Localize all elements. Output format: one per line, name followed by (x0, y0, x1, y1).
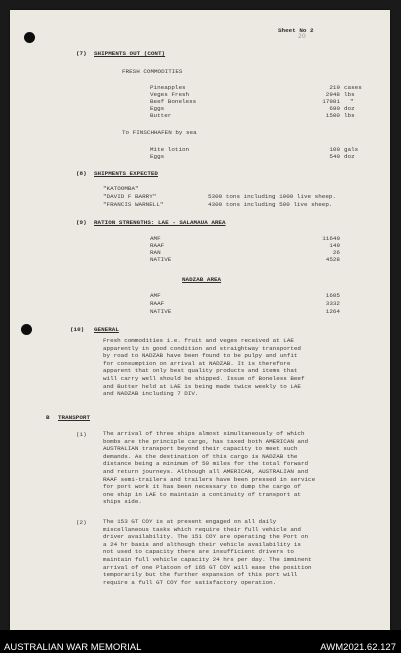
list-item-unit: doz (344, 153, 355, 160)
general-paragraph (103, 337, 305, 398)
ship-name: "DAVID F BARRY" (103, 193, 157, 200)
list-item-name: Mite lotion (150, 146, 190, 153)
list-item-unit: gals (344, 146, 359, 153)
list-item-name: Eggs (150, 105, 165, 112)
transport-paragraph-1 (103, 430, 315, 506)
unit-value: 26 (332, 249, 340, 256)
unit-name: NATIVE (150, 308, 172, 315)
unit-name: RAN (150, 249, 161, 256)
unit-name: AMF (150, 292, 161, 299)
unit-value: 3332 (325, 300, 340, 307)
transport-paragraph-2 (103, 518, 312, 586)
nadzab-area-heading: NADZAB AREA (182, 276, 222, 283)
paragraph-line: will carry well should be shipped. Issue of Boneless Beef (103, 374, 305, 382)
list-item-qty: 540 (329, 153, 340, 160)
list-item-name: Butter (150, 112, 172, 119)
ship-detail: 4300 tons including 500 live sheep. (208, 201, 333, 208)
paragraph-line: one ship in LAE to maintain a continuity of transport at (103, 490, 301, 498)
section-7-title: SHIPMENTS OUT (CONT) (94, 50, 166, 57)
ship-name: "KATOOMBA" (103, 185, 139, 192)
paragraph-line: by road to NADZAB have been found to be pulpy and unfit (103, 352, 298, 360)
list-item-name: Beef Boneless (150, 98, 197, 105)
paragraph-line: ships side. (103, 498, 142, 506)
punch-hole (21, 324, 32, 335)
list-item-name: Veges Fresh (150, 91, 190, 98)
paragraph-line: for consumption on arrival at NADZAB. It is therefore (103, 359, 291, 367)
paragraph-line: demands. As the destination of this cargo is NADZAB the (103, 452, 298, 460)
paragraph-line: require a full GT COY for satisfactory operation. (103, 578, 277, 586)
section-8-number: (8) (76, 170, 87, 177)
footer-institution: AUSTRALIAN WAR MEMORIAL (4, 642, 142, 653)
transport-title: TRANSPORT (58, 414, 90, 421)
punch-hole (24, 32, 35, 43)
unit-name: RAAF (150, 242, 165, 249)
list-item-qty: 100 (329, 146, 340, 153)
paragraph-line: miscellaneous tasks which require their full vehicle and (103, 525, 301, 533)
paragraph-line: distance being a minimum of 50 miles for the total forward (103, 460, 309, 468)
paragraph-line: bombs are the principle cargo, has taxed both AMERICAN and (103, 437, 309, 445)
unit-name: RAAF (150, 300, 165, 307)
paragraph-line: arrival of one Platoon of 165 GT COY will ease the position (103, 563, 312, 571)
paragraph-line: a 24 hr basis and although their vehicle availability is (103, 540, 301, 548)
section-8-title: SHIPMENTS EXPECTED (94, 170, 158, 177)
paragraph-line: The arrival of three ships almost simultaneously of which (103, 430, 305, 437)
list-item-unit: " (350, 98, 354, 105)
paragraph-line: driver availability. The 151 COY are operating the Port on (103, 533, 309, 541)
ship-name: "FRANCIS WARNELL" (103, 201, 164, 208)
unit-name: AMF (150, 235, 161, 242)
archive-footer (0, 630, 401, 653)
unit-name: NATIVE (150, 256, 172, 263)
pencil-folio: 20 (298, 33, 306, 40)
paragraph-line: not used to capacity there are insufficient drivers to (103, 548, 294, 556)
paragraph-line: for port work it has been necessary to dump the cargo of (103, 483, 301, 491)
paragraph-line: and Butter held at LAE is being made twice weekly to LAE (103, 382, 301, 390)
list-item-name: Pineapples (150, 84, 186, 91)
paragraph-line: and return journeys. Although all AMERICAN, AUSTRALIAN and (103, 467, 309, 475)
unit-value: 1605 (325, 292, 340, 299)
unit-value: 4528 (325, 256, 340, 263)
sheet-number: Sheet No 2 (278, 27, 314, 34)
paragraph-line: and NADZAB including 7 DIV. (103, 390, 199, 398)
fresh-commodities-heading: FRESH COMMODITIES (122, 68, 183, 75)
list-item-unit: doz (344, 105, 355, 112)
paragraph-line: Fresh commodities i.e. fruit and veges received at LAE (103, 337, 294, 344)
paragraph-line: maintain full vehicle capacity 24 hrs per day. The imminent (103, 555, 312, 563)
list-item-qty: 2948 (325, 91, 340, 98)
transport-para-1-number: (1) (76, 431, 87, 438)
unit-value: 1264 (325, 308, 340, 315)
section-10-title: GENERAL (94, 326, 119, 333)
transport-letter: B (46, 414, 50, 421)
paragraph-line: The 153 GT COY is at present engaged on all daily (103, 518, 277, 525)
section-10-number: (10) (70, 326, 85, 333)
ship-detail: 5300 tons including 1000 live sheep. (208, 193, 336, 200)
list-item-name: Eggs (150, 153, 165, 160)
transport-para-2-number: (2) (76, 519, 87, 526)
list-item-qty: 1500 (325, 112, 340, 119)
list-item-unit: cases (344, 84, 362, 91)
section-9-title: RATION STRENGTHS: LAE - SALAMAUA AREA (94, 219, 226, 226)
paragraph-line: AUSTRALIAN transport beyond their capacity to meet such (103, 445, 298, 453)
unit-value: 11640 (322, 235, 340, 242)
paragraph-line: apparently in good condition and straightway transported (103, 344, 301, 352)
list-item-qty: 690 (329, 105, 340, 112)
list-item-unit: lbs (344, 91, 355, 98)
paragraph-line: RAAF semi-trailers and trailers have been pressed in service (103, 475, 316, 483)
section-7-number: (7) (76, 50, 87, 57)
finschhafen-heading: To FINSCHHAFEN by sea (122, 129, 197, 136)
document-page (10, 10, 390, 630)
section-9-number: (9) (76, 219, 87, 226)
paragraph-line: temporarily but the further expansion of this port will (103, 571, 298, 579)
unit-value: 149 (329, 242, 340, 249)
paragraph-line: apparent that only best quality products and items that (103, 367, 298, 375)
list-item-unit: lbs (344, 112, 355, 119)
list-item-qty: 17981 (322, 98, 340, 105)
footer-accession-number: AWM2021.62.127 (320, 642, 396, 653)
list-item-qty: 219 (329, 84, 340, 91)
